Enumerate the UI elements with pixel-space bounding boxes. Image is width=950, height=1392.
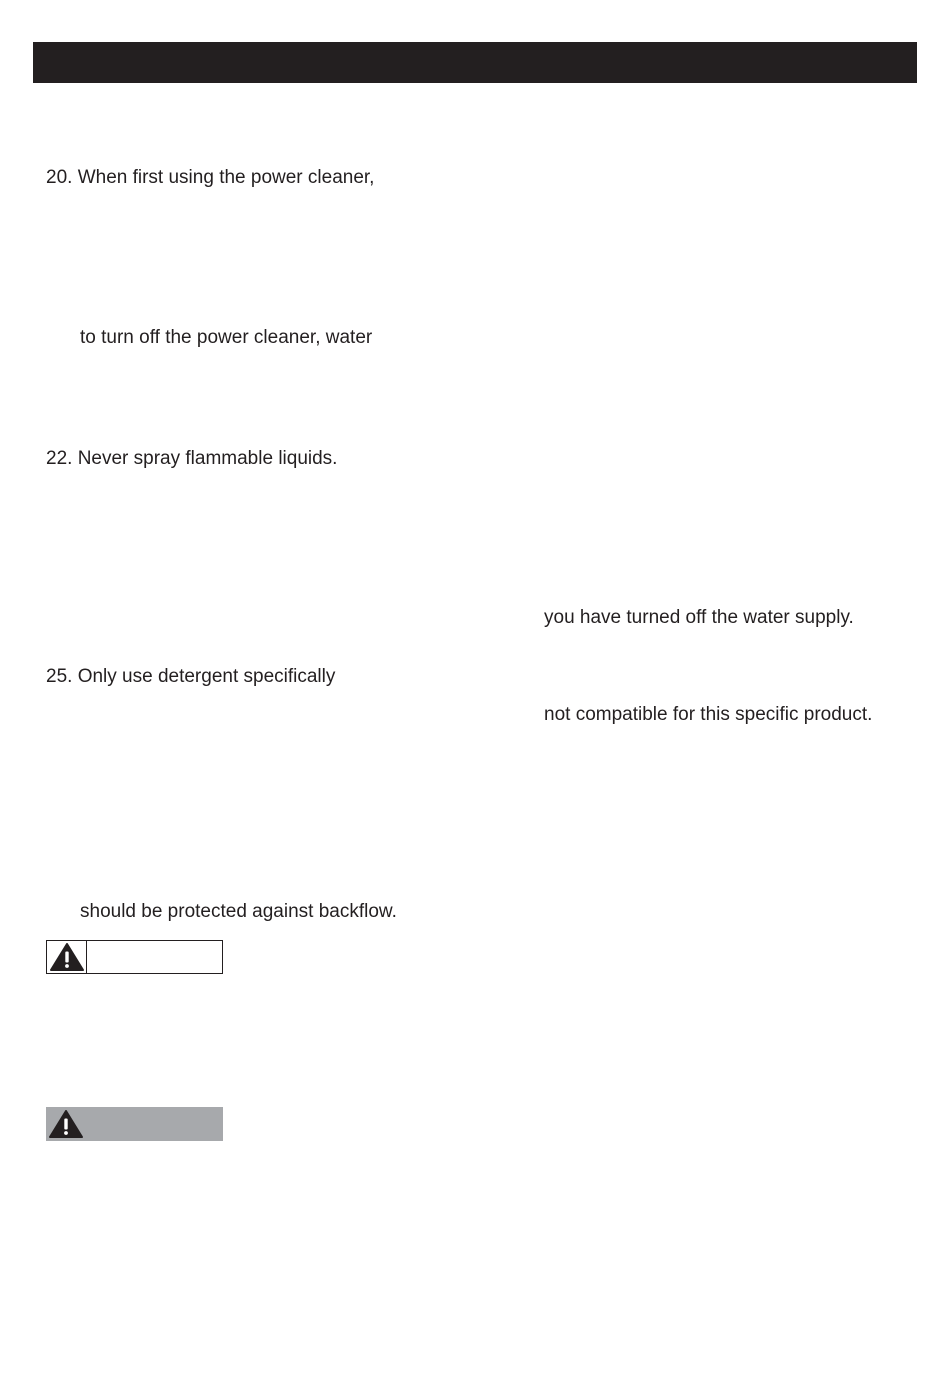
backflow-continuation-text: should be protected against backflow.: [80, 901, 397, 922]
caution-label-box: [46, 1107, 223, 1141]
item-21-continuation-text: to turn off the power cleaner, water: [80, 327, 373, 348]
header-bar: [33, 42, 917, 83]
item-22-text: 22. Never spray flammable liquids.: [46, 448, 338, 469]
item-20-text: 20. When first using the power cleaner,: [46, 167, 375, 188]
item-25-text: 25. Only use detergent specifically: [46, 666, 336, 687]
warning-label-box: [46, 940, 223, 974]
item-25-continuation-text: not compatible for this specific product.: [544, 704, 873, 725]
warning-triangle-icon: [47, 941, 87, 973]
warning-triangle-icon: [46, 1107, 86, 1141]
item-24-continuation-text: you have turned off the water supply.: [544, 607, 854, 628]
